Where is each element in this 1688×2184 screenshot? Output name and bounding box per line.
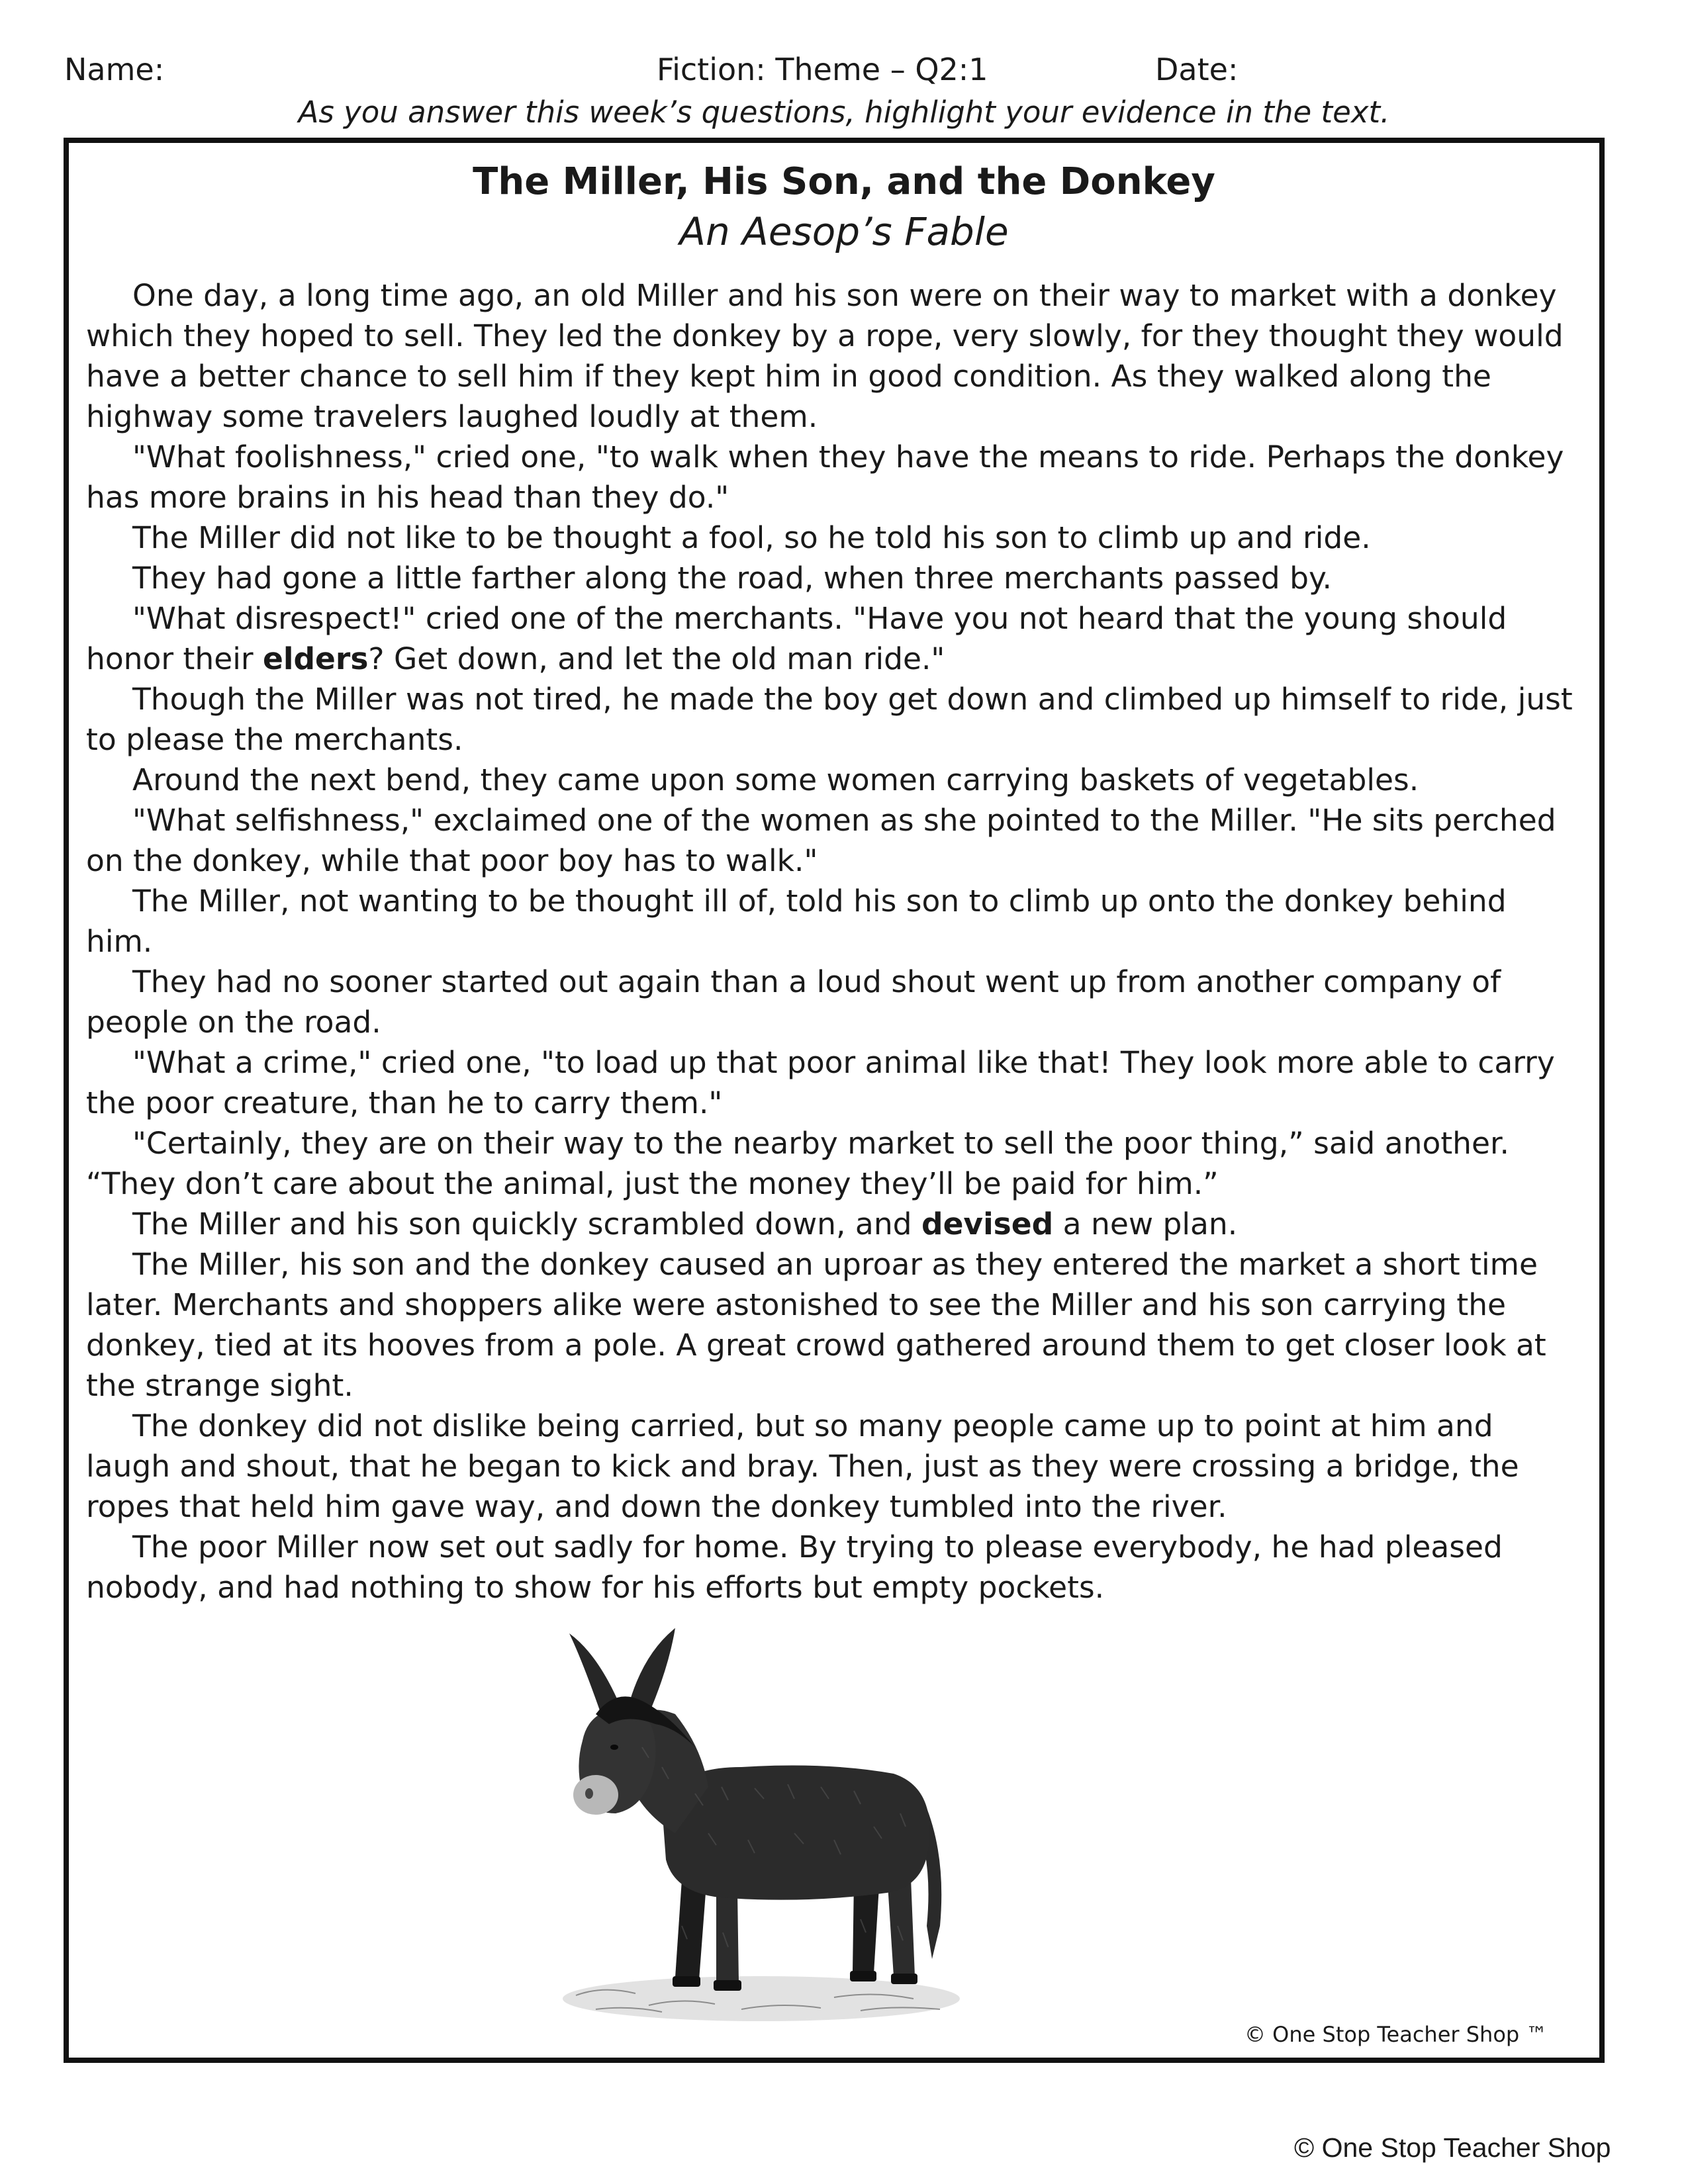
story-paragraph: They had gone a little farther along the road, when three merchants passed by. — [132, 561, 1332, 596]
paragraph-text: ? Get down, and let the old man ride." — [368, 641, 945, 676]
story-paragraph: "What a crime," cried one, "to load up that poor animal like that! They look more able to carry the poor creature, than he to carry them." — [86, 1045, 1555, 1120]
story-title: The Miller, His Son, and the Donkey — [473, 160, 1215, 203]
name-label: Name: — [64, 52, 165, 87]
story-paragraph: One day, a long time ago, an old Miller and his son were on their way to market with a donkey which they hoped to sell. They led the donkey by a rope, very slowly, for they thought they would have a better chance to sell him if they kept him in good condition. As they walked along the highway some travelers laughed loudly at them. — [86, 278, 1564, 434]
story-paragraph: They had no sooner started out again than a loud shout went up from another company of people on the road. — [86, 964, 1501, 1040]
worksheet-code: Fiction: Theme – Q2:1 — [657, 52, 988, 87]
paragraph-text: a new plan. — [1053, 1206, 1238, 1242]
inner-copyright: © One Stop Teacher Shop ™ — [1244, 2022, 1548, 2047]
vocabulary-word-devised: devised — [921, 1206, 1054, 1242]
date-label: Date: — [1155, 52, 1239, 87]
story-paragraph: The Miller, not wanting to be thought ill of, told his son to climb up onto the donkey behind him. — [86, 884, 1507, 959]
donkey-illustration — [543, 1615, 966, 2025]
story-paragraph: The donkey did not dislike being carried, but so many people came up to point at him and laugh and shout, that he began to kick and bray. Then, just as they were crossing a bridge, the ropes that held him gave way, and down the donkey tumbled into the river. — [86, 1408, 1519, 1524]
story-paragraph: "What foolishness," cried one, "to walk when they have the means to ride. Perhaps the donkey has more brains in his head than they do." — [86, 439, 1564, 515]
story-paragraph: "Certainly, they are on their way to the nearby market to sell the poor thing,” said another. “They don’t care about the animal, just the money they’ll be paid for him.” — [86, 1126, 1509, 1201]
story-paragraph: The poor Miller now set out sadly for home. By trying to please everybody, he had pleased nobody, and had nothing to show for his efforts but empty pockets. — [86, 1529, 1503, 1605]
paragraph-text: "What disrespect!" cried one of the merchants. "Have you not heard that the young should honor their — [86, 601, 1507, 676]
paragraph-text: The Miller and his son quickly scrambled down, and — [132, 1206, 921, 1242]
story-subtitle: An Aesop’s Fable — [679, 209, 1009, 254]
story-paragraph — [86, 1204, 1582, 1244]
worksheet-header — [0, 52, 1688, 98]
story-paragraph — [86, 598, 1582, 679]
story-paragraph: The Miller did not like to be thought a fool, so he told his son to climb up and ride. — [132, 520, 1371, 555]
story-body — [86, 275, 1582, 1608]
story-paragraph: Around the next bend, they came upon some women carrying baskets of vegetables. — [132, 762, 1419, 797]
story-paragraph: Though the Miller was not tired, he made the boy get down and climbed up himself to ride, just to please the merchants. — [86, 682, 1573, 757]
instruction-text: As you answer this week’s questions, highlight your evidence in the text. — [298, 95, 1390, 130]
story-paragraph: The Miller, his son and the donkey caused an uproar as they entered the market a short time later. Merchants and shoppers alike were astonished to see the Miller and his son carrying the donkey, tied at its hooves from a pole. A great crowd gathered around them to get closer look at the strange sight. — [86, 1247, 1546, 1403]
footer-copyright: © One Stop Teacher Shop — [1294, 2132, 1611, 2163]
story-paragraph: "What selfishness," exclaimed one of the women as she pointed to the Miller. "He sits perched on the donkey, while that poor boy has to walk." — [86, 803, 1556, 878]
vocabulary-word-elders: elders — [263, 641, 369, 676]
